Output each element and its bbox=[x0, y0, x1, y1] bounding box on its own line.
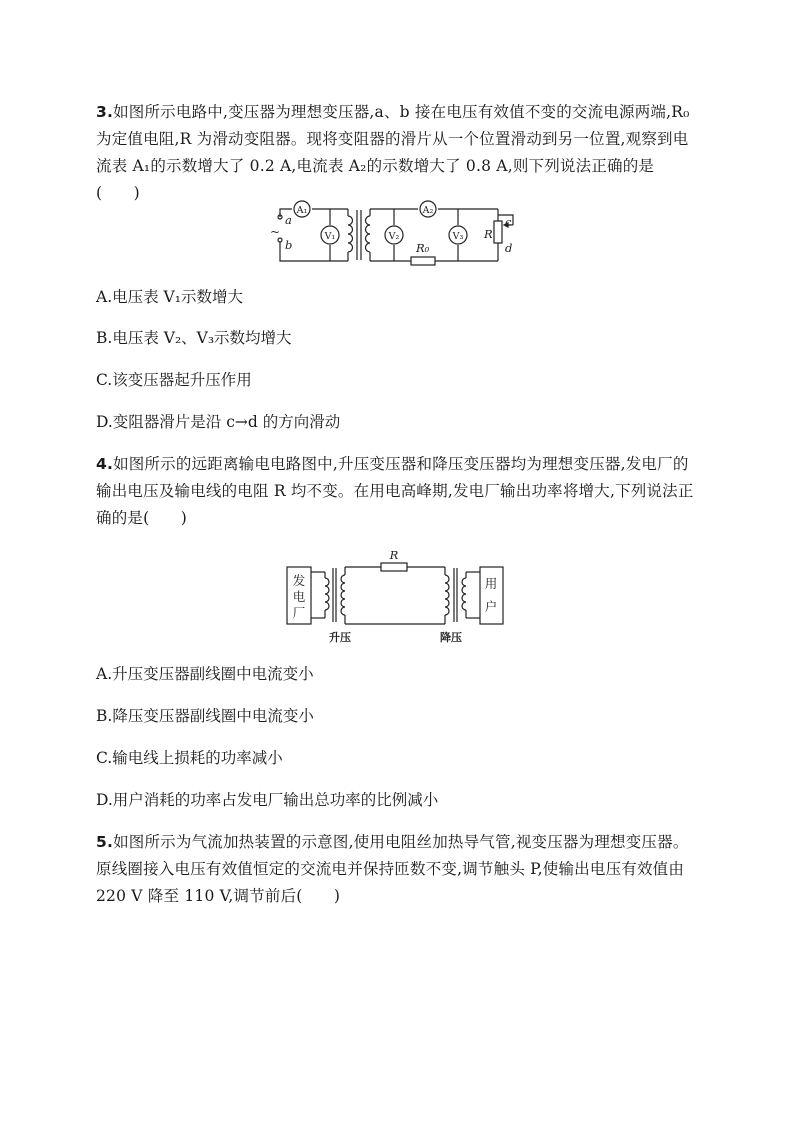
question-5-stem bbox=[96, 829, 696, 910]
ammeter-a2-label: A₂ bbox=[422, 205, 434, 216]
question-number: 4. bbox=[96, 455, 114, 473]
slider-d-label: d bbox=[505, 241, 513, 255]
question-5-line-1: 5.如图所示为气流加热装置的示意图,使用电阻丝加热导气管,视变压器为理想变压器。 bbox=[96, 833, 689, 851]
question-5-line-3: 220 V 降至 110 V,调节前后( ) bbox=[96, 887, 341, 905]
question-3-option-a[interactable]: A.电压表 V₁示数增大 bbox=[96, 288, 243, 306]
question-4-option-c[interactable]: C.输电线上损耗的功率减小 bbox=[96, 749, 283, 767]
question-3-option-c[interactable]: C.该变压器起升压作用 bbox=[96, 371, 252, 389]
question-3-stem bbox=[96, 99, 696, 207]
question-3-option-b[interactable]: B.电压表 V₂、V₃示数均增大 bbox=[96, 329, 292, 347]
voltmeter-v1-label: V₁ bbox=[324, 231, 336, 242]
ammeter-a1-label: A₁ bbox=[296, 205, 308, 216]
resistor-r0-label: R₀ bbox=[416, 241, 430, 255]
question-4-option-a[interactable]: A.升压变压器副线圈中电流变小 bbox=[96, 665, 314, 683]
question-number: 5. bbox=[96, 833, 114, 851]
plant-label-3: 厂 bbox=[292, 605, 306, 620]
slider-c-label: c bbox=[505, 215, 512, 229]
user-label-2: 户 bbox=[484, 599, 498, 614]
line-resistor-label: R bbox=[389, 548, 399, 562]
question-3-option-d[interactable]: D.变阻器滑片是沿 c→d 的方向滑动 bbox=[96, 413, 341, 431]
resistor-r-label: R bbox=[484, 227, 493, 241]
voltmeter-v2-label: V₂ bbox=[388, 231, 400, 242]
question-4-line-1: 4.如图所示的远距离输电电路图中,升压变压器和降压变压器均为理想变压器,发电厂的 bbox=[96, 455, 689, 473]
voltmeter-v3-label: V₃ bbox=[452, 231, 464, 242]
question-4-stem bbox=[96, 451, 696, 532]
ac-source-symbol: ~ bbox=[270, 225, 281, 239]
terminal-a-label: a bbox=[285, 213, 292, 227]
question-4-option-b[interactable]: B.降压变压器副线圈中电流变小 bbox=[96, 707, 314, 725]
user-label-1: 用 bbox=[484, 576, 498, 591]
plant-label-2: 电 bbox=[292, 589, 306, 604]
question-4-line-3: 确的是( ) bbox=[96, 509, 187, 527]
question-3-line-3: 流表 A₁的示数增大了 0.2 A,电流表 A₂的示数增大了 0.8 A,则下列说法正确的是( ) bbox=[96, 157, 655, 202]
question-5-line-2: 原线圈接入电压有效值恒定的交流电并保持匝数不变,调节触头 P,使输出电压有效值由 bbox=[96, 860, 685, 878]
question-4-option-d[interactable]: D.用户消耗的功率占发电厂输出总功率的比例减小 bbox=[96, 791, 439, 809]
plant-label-1: 发 bbox=[292, 573, 306, 588]
step-down-label: 降压 bbox=[440, 631, 462, 644]
question-4-line-2: 输出电压及输电线的电阻 R 均不变。在用电高峰期,发电厂输出功率将增大,下列说法正 bbox=[96, 482, 694, 500]
question-number: 3. bbox=[96, 103, 114, 121]
question-3-line-2: 为定值电阻,R 为滑动变阻器。现将变阻器的滑片从一个位置滑动到另一位置,观察到电 bbox=[96, 130, 689, 148]
step-up-label: 升压 bbox=[329, 631, 351, 644]
question-4-transmission-figure bbox=[284, 548, 514, 646]
question-3-circuit-figure bbox=[268, 196, 540, 268]
question-3-line-1: 3.如图所示电路中,变压器为理想变压器,a、b 接在电压有效值不变的交流电源两端,R₀ bbox=[96, 103, 690, 121]
terminal-b-label: b bbox=[285, 238, 293, 252]
